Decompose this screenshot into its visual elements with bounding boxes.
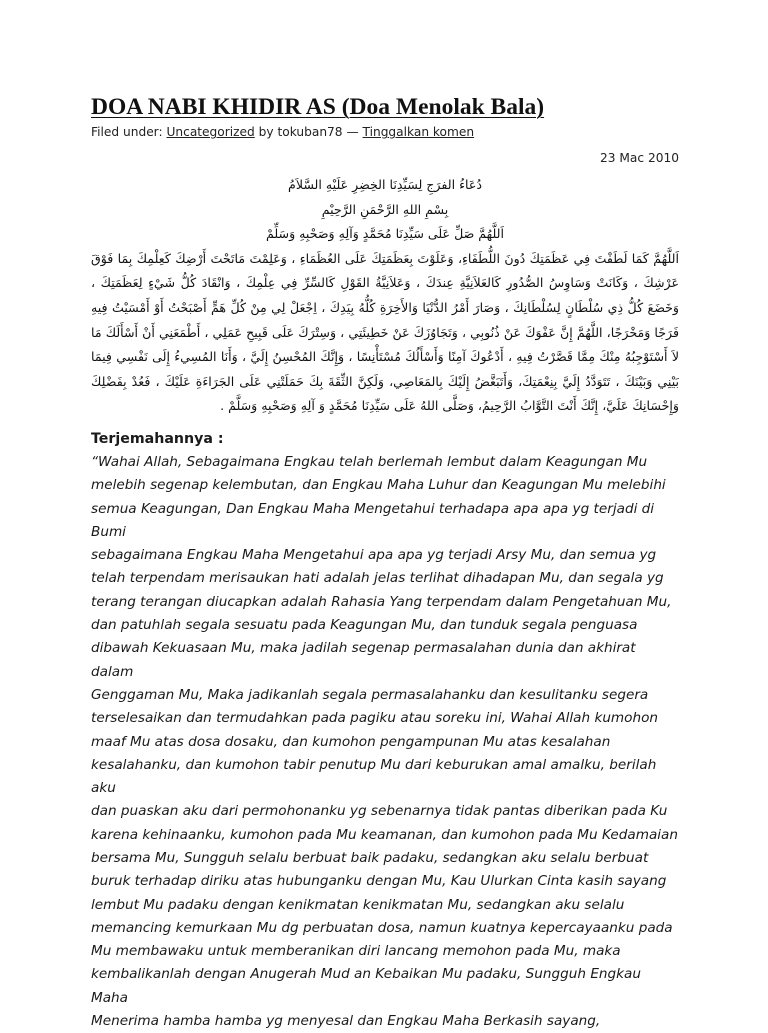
translation-line: telah terpendam merisaukan hati adalah jelas terlihat dihadapan Mu, dan segala yg — [91, 570, 664, 587]
translation-line: Mu membawaku untuk memberanikan diri lancang memohon pada Mu, maka — [91, 943, 621, 960]
translation-line: Menerima hamba hamba yg menyesal dan Engkau Maha Berkasih sayang, — [91, 1013, 601, 1030]
leave-comment-link[interactable]: Tinggalkan komen — [362, 125, 475, 139]
translation-line: kesalahanku, dan kumohon tabir penutup Mu dari keburukan amal amalku, berilah aku — [91, 756, 657, 797]
translation-heading: Terjemahannya : — [91, 430, 224, 447]
article — [91, 92, 679, 1033]
translation-line: dan patuhlah segala sesuatu pada Keagungan Mu, dan tunduk segala penguasa — [91, 617, 638, 634]
meta-separator: — — [346, 125, 359, 139]
translation-line: sebagaimana Engkau Maha Mengetahui apa apa yg terjadi Arsy Mu, dan semua yg — [91, 547, 657, 564]
translation-line: memancing kemurkaan Mu dg perbuatan dosa, namun kuatnya kepercayaanku pada — [91, 919, 673, 936]
post-date: 23 Mac 2010 — [600, 151, 679, 165]
translation-line: buruk terhadap diriku atas hubunganku dengan Mu, Kau Ulurkan Cinta kasih sayang — [91, 873, 667, 890]
arabic-prayer — [91, 173, 679, 419]
translation-line: lembut Mu padaku dengan kenikmatan kenikmatan Mu, sedangkan aku selalu — [91, 896, 625, 913]
translation-line: semua Keagungan, Dan Engkau Maha Mengetahui terhadapa apa apa yg terjadi di Bumi — [91, 500, 655, 540]
translation-line: karena kehinaanku, kumohon pada Mu keamanan, dan kumohon pada Mu Kedamaian — [91, 826, 678, 843]
translation-line: “Wahai Allah, Sebagaimana Engkau telah berlemah lembut dalam Keagungan Mu — [91, 453, 648, 470]
translation-line: dibawah Kekuasaan Mu, maka jadilah segenap permasalahan dunia dan akhirat dalam — [91, 640, 636, 680]
arabic-basmala: بِسْمِ اللهِ الرَّحْمَنِ الرَّحِيْمِ — [321, 201, 449, 217]
category-link[interactable]: Uncategorized — [166, 125, 255, 139]
arabic-body: اَللَّهُمَّ كَمَا لَطَفْتَ فِي عَظَمَتِكَ دُونَ اللُّطَفَاءِ، وَعَلَوْتَ بِعَظَمَتِكَ عَلَى العُظَمَاءِ ، وَعَلِمْتَ مَاتَحْتَ أَرْضِكَ كَعِلْمِكَ بِمَا فَوْقَ عَرْشِكَ ، وَكَانَتْ وَسَاوِسُ الصُّدُورِ كَالعَلاَنِيَّةِ عِندَكَ ، وَعَلاَنِيَّةُ القَوْلِ كَالسِّرِّ فِي عِلْمِكَ ، وَانْقَادَ كُلُّ شَيْءٍ لِعَظَمَتِكَ ، وَخَضَعَ كُلُّ ذِي سُلْطَانٍ لِسُلْطَانِكَ ، وَصَارَ أَمْرُ الدُّنْيَا وَالأَخِرَةِ كُلُّهُ بِيَدِكَ ، اِجْعَلْ لِي مِنْ كُلِّ هَمٍّ أَصْبَحْتُ أَوْ أَمْسَيْتُ فِيهِ فَرَجًا وَمَخْرَجًا، اللَّهُمَّ إِنَّ عَفْوَكَ عَنْ ذُنُوبِي ، وَتَجَاوُزَكَ عَنْ خَطِيئَتِي ، وَسِتْرَكَ عَلَى قَبِيحِ عَمَلِي ، أَطْمَعَنِي أَنْ أَسْأَلَكَ مَا لاَ أَسْتَوْجِبُهُ مِنْكَ مِمَّا قَصَّرْتُ فِيهِ ، أَدْعُوكَ آمِنًا وَأَسْأَلُكَ مُسْتَأْنِسًا ، وَإِنَّكَ المُحْسِنُ إِلَيَّ ، وَأَنَا المُسِيءُ إِلَى نَفْسِي فِيمَا بَيْنِي وَبَيْنَكَ ، تَتَوَدَّدُ إِلَيَّ بِنِعْمَتِكَ، وَأَتَبَغَّضُ إِلَيْكَ بِالمَعَاصِي، وَلَكِنَّ الثِّقَةَ بِكَ حَمَلَتْنِي عَلَى الجَرَاءَةِ عَلَيْكَ ، فَعُدْ بِفَضْلِكَ وَإِحْسَانِكَ عَلَيَّ، إِنَّكَ أَنْتَ التَّوَّابُ الرَّحِيمُ، وَصَلَّى اللهُ عَلَى سَيِّدِنَا مُحَمَّدٍ وَ آلِهِ وَصَحْبِهِ وَسَلَّمْ . — [91, 250, 679, 414]
translation-line: dan puaskan aku dari permohonanku yg sebenarnya tidak pantas diberikan pada Ku — [91, 803, 668, 820]
translation-line: kembalikanlah dengan Anugerah Mud an Kebaikan Mu padaku, Sungguh Engkau Maha — [91, 966, 641, 1006]
author-name: tokuban78 — [277, 125, 343, 139]
translation-line: terselesaikan dan termudahkan pada pagiku atau soreku ini, Wahai Allah kumohon — [91, 710, 659, 727]
translation-line: Genggaman Mu, Maka jadikanlah segala permasalahanku dan kesulitanku segera — [91, 686, 649, 703]
translation-line: maaf Mu atas dosa dosaku, dan kumohon pengampunan Mu atas kesalahan — [91, 733, 611, 750]
translation-line: melebih segenap kelembutan, dan Engkau Maha Luhur dan Keagungan Mu melebihi — [91, 477, 666, 494]
filed-under-label: Filed under: — [91, 125, 163, 139]
translation-line: terang terangan diucapkan adalah Rahasia Yang terpendam dalam Pengetahuan Mu, — [91, 593, 672, 610]
post-meta — [91, 123, 679, 141]
translation-text — [91, 451, 679, 1033]
arabic-salawat: اَللَّهُمَّ صَلِّ عَلَى سَيِّدِنَا مُحَمَّدٍ وَآلِهِ وَصَحْبِهِ وَسَلِّمْ — [265, 226, 504, 242]
by-label: by — [258, 125, 274, 139]
article-title: DOA NABI KHIDIR AS (Doa Menolak Bala) — [91, 94, 545, 120]
translation-line: bersama Mu, Sungguh selalu berbuat baik padaku, sedangkan aku selalu berbuat — [91, 849, 649, 866]
arabic-heading: دُعَاءُ الفرَجِ لِسَيِّدِنَا الخِضِرِ عَلَيْهِ السَّلاَمُ — [288, 177, 482, 192]
